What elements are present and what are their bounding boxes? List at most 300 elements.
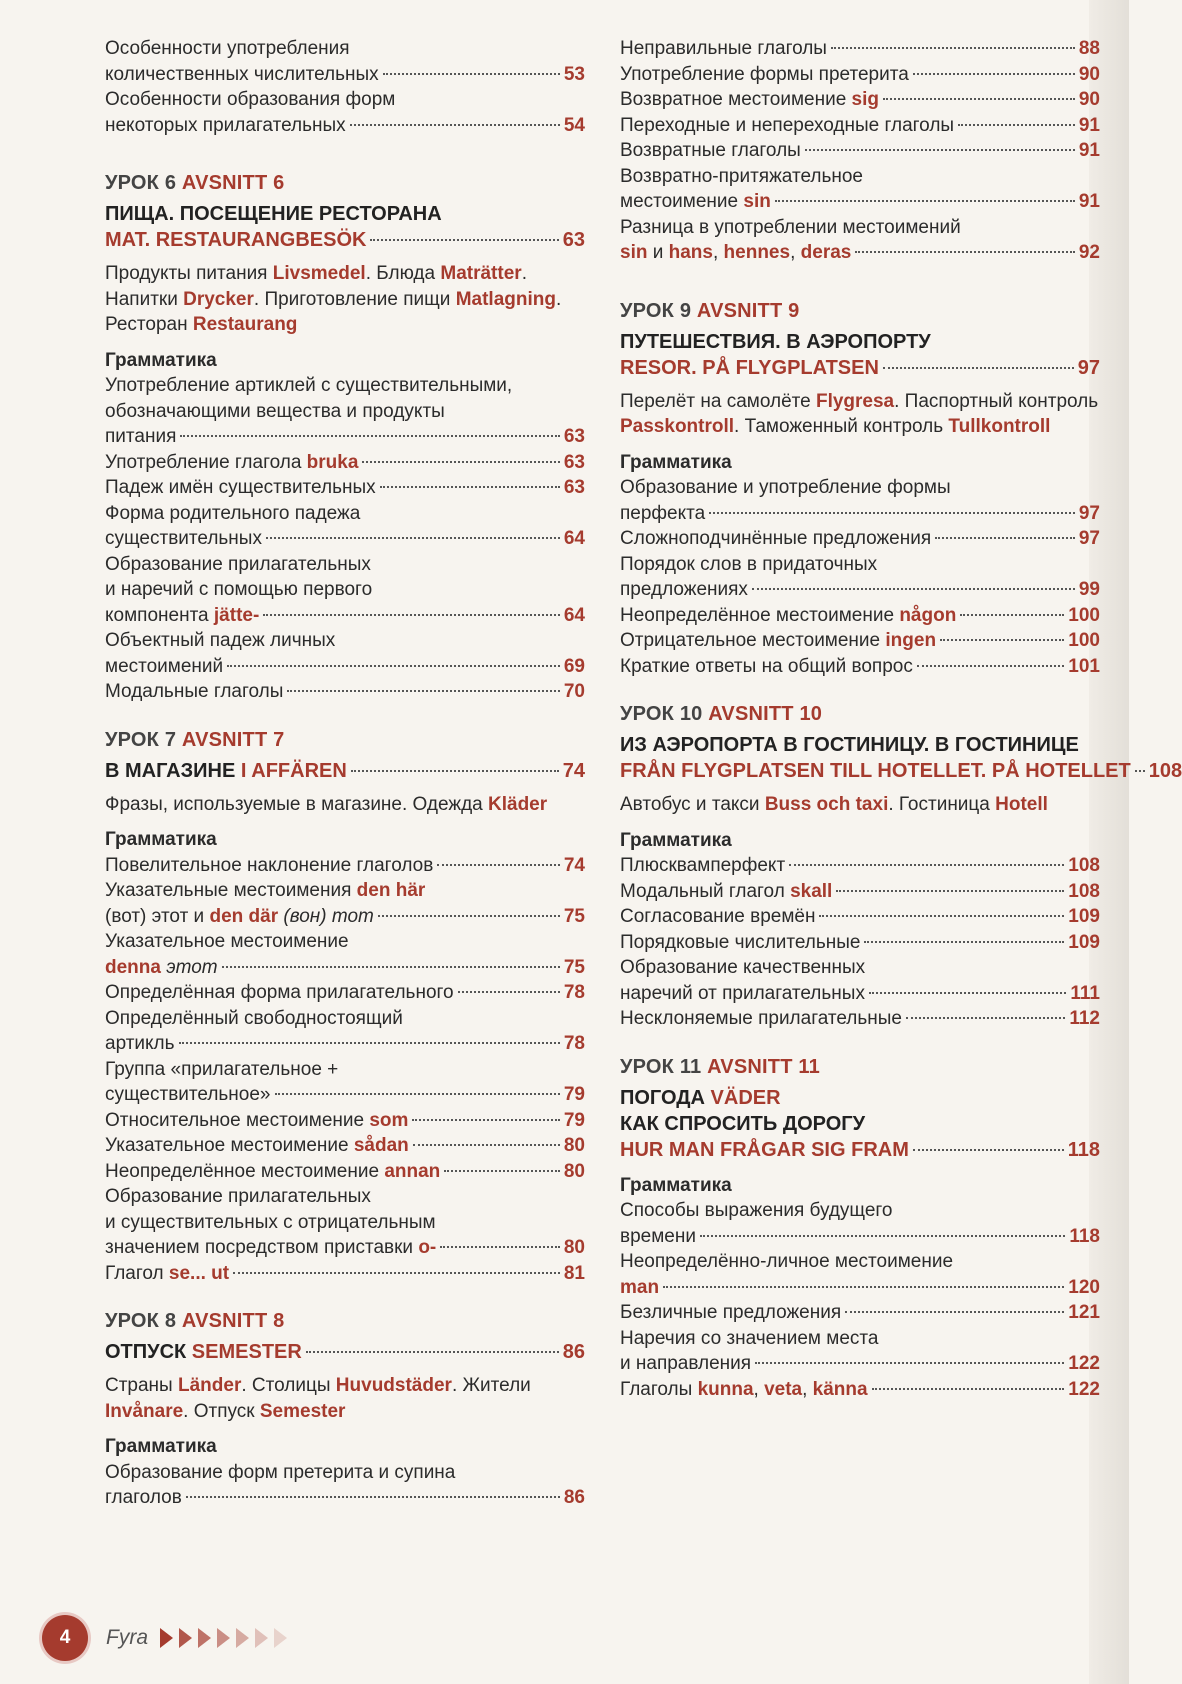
grammar-heading: Грамматика	[620, 829, 732, 851]
toc-line	[105, 1108, 585, 1134]
toc-line	[105, 113, 585, 139]
lesson-title-ru: ИЗ АЭРОПОРТА В ГОСТИНИЦУ. В ГОСТИНИЦЕ	[620, 734, 1079, 756]
lesson-section	[105, 1310, 585, 1511]
toc-line-text: Наречия со значением места	[620, 1327, 879, 1349]
swedish-term: Maträtter	[440, 263, 522, 284]
page-ref: 97	[1077, 356, 1100, 379]
grammar-heading: Грамматика	[620, 451, 732, 473]
toc-entry	[105, 1006, 585, 1057]
toc-entry	[105, 980, 585, 1006]
toc-entry	[105, 1057, 585, 1108]
page-ref: 63	[563, 426, 585, 447]
page-ref: 80	[563, 1237, 585, 1258]
page-ref: 109	[1068, 906, 1100, 927]
toc-entry	[620, 853, 1100, 879]
dot-leader	[440, 1246, 560, 1248]
swedish-term: Buss och taxi	[764, 794, 889, 815]
dot-leader	[186, 1496, 560, 1498]
dot-leader	[378, 915, 560, 917]
toc-line-text: Образование прилагательных	[105, 553, 371, 575]
lesson-section	[620, 300, 1100, 680]
lesson-number: УРОК 7 AVSNITT 7	[105, 728, 285, 751]
toc-line	[105, 1082, 585, 1108]
toc-entry	[620, 475, 1100, 526]
dot-leader	[413, 1144, 560, 1146]
page-ref: 79	[563, 1109, 585, 1131]
lesson-topics: Автобус и такси Buss och taxi. Гостиница Hotell	[620, 794, 1048, 815]
page-ref: 100	[1068, 630, 1100, 651]
lesson-topics: Продукты питания Livsmedel. Блюда Maträtter. Напитки Drycker. Приготовление пищи Matlagning. Ресторан Restaurang	[105, 263, 562, 335]
toc-line-text: Разница в употреблении местоимений	[620, 216, 961, 238]
toc-line-text: Особенности образования форм	[105, 89, 396, 110]
dot-leader	[864, 941, 1064, 943]
toc-line-text: Порядок слов в придаточных	[620, 553, 878, 575]
arrow-icon	[255, 1628, 268, 1648]
toc-entry	[620, 215, 1100, 266]
page-footer	[42, 1615, 293, 1661]
toc-line-text: В МАГАЗИНЕ I AFFÄREN	[105, 759, 347, 782]
toc-entry	[105, 501, 585, 552]
dot-leader	[700, 1235, 1065, 1237]
toc-line-text: Плюсквамперфект	[620, 855, 786, 876]
lesson-title	[105, 201, 585, 253]
toc-line-text: Отрицательное местоимение ingen	[620, 630, 937, 651]
toc-line	[620, 654, 1100, 680]
toc-line	[105, 679, 585, 705]
toc-line	[105, 853, 585, 879]
toc-line-text: Краткие ответы на общий вопрос	[620, 655, 913, 677]
swedish-term: Huvudstäder	[335, 1375, 452, 1396]
toc-line-text: Относительное местоимение som	[105, 1109, 409, 1131]
toc-entry	[620, 879, 1100, 905]
dot-leader	[960, 614, 1064, 616]
dot-leader	[306, 1351, 559, 1353]
toc-entry	[620, 62, 1100, 88]
page-ref: 108	[1148, 760, 1182, 782]
page-ref: 88	[1078, 38, 1100, 59]
lesson-number-sv: AVSNITT 11	[707, 1055, 820, 1078]
dot-leader	[412, 1119, 559, 1121]
lesson-section	[620, 703, 1182, 1032]
toc-line	[620, 930, 1100, 956]
toc-line-text: компонента jätte-	[105, 604, 260, 626]
dot-leader	[913, 1149, 1064, 1151]
dot-leader	[263, 614, 560, 616]
toc-line	[105, 1460, 585, 1486]
toc-line-text: Употребление формы претерита	[620, 63, 909, 85]
dot-leader	[709, 512, 1075, 514]
swedish-term: skall	[790, 880, 833, 902]
page-ref: 90	[1078, 63, 1100, 85]
toc-line	[105, 526, 585, 552]
toc-entry	[105, 1133, 585, 1159]
grammar-heading: Грамматика	[105, 1436, 217, 1457]
dot-leader	[222, 966, 560, 968]
toc-line	[105, 955, 585, 981]
swedish-term: som	[369, 1109, 409, 1131]
toc-entry	[620, 1326, 1100, 1377]
toc-line	[620, 1224, 1100, 1250]
toc-line-text: Образование форм претерита и супина	[105, 1461, 456, 1483]
toc-line	[105, 603, 585, 629]
page-ref: 70	[563, 681, 585, 702]
page-ref: 121	[1068, 1302, 1100, 1323]
swedish-term: o-	[418, 1237, 437, 1258]
swedish-term: Kläder	[488, 793, 548, 815]
dot-leader	[233, 1272, 560, 1274]
toc-entry	[620, 1377, 1100, 1403]
toc-entry	[620, 164, 1100, 215]
lesson-section	[105, 172, 585, 705]
toc-line	[620, 758, 1182, 784]
toc-entry	[105, 552, 585, 629]
page-ref: 78	[563, 982, 585, 1003]
dot-leader	[180, 435, 560, 437]
toc-line	[105, 1261, 585, 1287]
toc-line-text	[105, 955, 218, 981]
toc-entry	[620, 138, 1100, 164]
lesson-section	[620, 1056, 1100, 1403]
toc-line-text: некоторых прилагательных	[105, 114, 346, 136]
lesson-title-ru: ПУТЕШЕСТВИЯ. В АЭРОПОРТУ	[620, 330, 931, 353]
swedish-term: bruka	[306, 451, 359, 473]
swedish-term: se... ut	[168, 1262, 230, 1284]
toc-line	[105, 654, 585, 680]
page-number: 4	[42, 1615, 88, 1661]
toc-line	[620, 628, 1100, 654]
swedish-term: den där	[209, 905, 279, 927]
swedish-term: Semester	[259, 1400, 346, 1422]
toc-line-text: ОТПУСК SEMESTER	[105, 1341, 302, 1363]
toc-entry	[105, 1261, 585, 1287]
page-ref: 80	[563, 1135, 585, 1156]
dot-leader	[935, 537, 1075, 539]
page-ref: 64	[563, 604, 585, 626]
lesson-title-line: ПОГОДА VÄDER	[620, 1086, 781, 1109]
italic-text: (вон) тот	[278, 905, 374, 927]
page-ref: 64	[563, 528, 585, 549]
toc-entry	[620, 113, 1100, 139]
page-ref: 53	[563, 63, 585, 85]
toc-entry	[620, 1198, 1100, 1249]
lesson-number: УРОК 8 AVSNITT 8	[105, 1310, 285, 1332]
dot-leader	[663, 1286, 1064, 1288]
dot-leader	[350, 124, 560, 126]
toc-line-text: артикль	[105, 1033, 175, 1054]
toc-entry	[620, 36, 1100, 62]
toc-line	[105, 1235, 585, 1261]
page-ref: 118	[1069, 1225, 1100, 1247]
toc-line-text: Группа «прилагательное +	[105, 1058, 339, 1080]
toc-line	[105, 501, 585, 527]
dot-leader	[883, 367, 1074, 369]
toc-line	[620, 1275, 1100, 1301]
dot-leader	[351, 770, 559, 772]
toc-entry	[105, 87, 585, 138]
lesson-title	[105, 1339, 585, 1365]
lesson-number: УРОК 6 AVSNITT 6	[105, 172, 285, 194]
lesson-number: УРОК 11 AVSNITT 11	[620, 1055, 820, 1078]
dot-leader	[819, 915, 1064, 917]
dot-leader	[883, 98, 1075, 100]
toc-line-text: и существительных с отрицательным	[105, 1211, 436, 1233]
toc-line	[105, 1006, 585, 1032]
dot-leader	[872, 1388, 1065, 1390]
page-ref: 54	[563, 114, 585, 136]
swedish-title: HUR MAN FRÅGAR SIG FRAM	[620, 1138, 909, 1161]
toc-line	[105, 904, 585, 930]
swedish-term: sin	[620, 242, 648, 263]
lesson-number-sv: AVSNITT 8	[181, 1310, 285, 1332]
dot-leader	[458, 991, 560, 993]
page-ref: 97	[1078, 528, 1100, 549]
toc-line	[105, 1184, 585, 1210]
toc-entry	[620, 904, 1100, 930]
swedish-term: den här	[356, 880, 426, 901]
toc-line-text: Глаголы kunna, veta, känna	[620, 1378, 868, 1400]
lesson-title	[620, 1085, 1100, 1163]
dot-leader	[287, 690, 559, 692]
toc-line	[105, 373, 585, 399]
toc-line-text: Повелительное наклонение глаголов	[105, 854, 434, 876]
swedish-term: Flygresa	[815, 390, 895, 412]
lesson-topics: Страны Länder. Столицы Huvudstäder. Жители Invånare. Отпуск Semester	[105, 1375, 531, 1422]
toc-line	[620, 1326, 1100, 1352]
toc-line	[620, 36, 1100, 62]
toc-entry	[620, 1249, 1100, 1300]
lesson-number-sv: AVSNITT 7	[181, 728, 285, 751]
toc-line-text: Безличные предложения	[620, 1302, 842, 1323]
dot-leader	[362, 461, 559, 463]
toc-line-text	[620, 1275, 659, 1301]
lesson-number-sv: AVSNITT 6	[181, 172, 285, 194]
swedish-term: hennes	[723, 242, 791, 263]
dot-leader	[906, 1017, 1065, 1019]
arrow-icon	[179, 1628, 192, 1648]
page-ref: 75	[563, 905, 585, 927]
page-ref: 74	[563, 854, 585, 876]
toc-line-text: Способы выражения будущего	[620, 1200, 893, 1221]
toc-line	[105, 399, 585, 425]
toc-line	[620, 1006, 1100, 1032]
toc-entry	[105, 36, 585, 87]
toc-entry	[105, 1159, 585, 1185]
toc-line-text: Согласование времён	[620, 906, 816, 927]
toc-entry	[105, 475, 585, 501]
toc-line	[105, 87, 585, 113]
dot-leader	[1135, 770, 1145, 772]
toc-line-text: времени	[620, 1225, 696, 1247]
toc-line	[105, 980, 585, 1006]
toc-line-text: и направления	[620, 1353, 752, 1374]
toc-line	[105, 227, 585, 253]
toc-line	[620, 577, 1100, 603]
toc-line-text: обозначающими вещества и продукты	[105, 400, 445, 422]
toc-line	[620, 1351, 1100, 1377]
toc-line-text: Объектный падеж личных	[105, 630, 336, 651]
swedish-term: Invånare	[105, 1400, 184, 1422]
toc-line	[105, 878, 585, 904]
toc-line-text: Образование качественных	[620, 957, 866, 978]
lesson-title	[620, 329, 1100, 381]
toc-line-text: Употребление артиклей с существительными,	[105, 375, 513, 396]
toc-line	[105, 1485, 585, 1511]
dot-leader	[869, 992, 1066, 994]
toc-line-text: существительных	[105, 528, 262, 549]
toc-line	[620, 552, 1100, 578]
swedish-term: annan	[384, 1160, 441, 1182]
lesson-number-sv: AVSNITT 9	[696, 299, 800, 322]
swedish-term: ingen	[885, 630, 937, 651]
toc-line-text: перфекта	[620, 502, 706, 524]
lesson-title-line: КАК СПРОСИТЬ ДОРОГУ	[620, 1112, 866, 1135]
page-ref: 79	[563, 1084, 585, 1105]
page-ref: 122	[1068, 1353, 1100, 1374]
swedish-term: Länder	[178, 1375, 242, 1396]
lesson-title-ru: ПИЩА. ПОСЕЩЕНИЕ РЕСТОРАНА	[105, 203, 442, 225]
toc-line-text: Сложноподчинённые предложения	[620, 528, 932, 549]
lesson-title	[105, 758, 585, 784]
toc-line	[620, 1377, 1100, 1403]
toc-line	[105, 1210, 585, 1236]
toc-line	[620, 501, 1100, 527]
toc-line-text: Возвратные глаголы	[620, 140, 801, 161]
swedish-title: FRÅN FLYGPLATSEN TILL HOTELLET. PÅ HOTELLET	[620, 760, 1131, 782]
arrow-icon	[236, 1628, 249, 1648]
swedish-title: MAT. RESTAURANGBESÖK	[105, 229, 367, 251]
toc-line	[620, 853, 1100, 879]
toc-right-column	[620, 36, 1182, 1426]
page-ref: 108	[1068, 880, 1100, 902]
toc-line-text: sin и hans, hennes, deras	[620, 242, 852, 263]
toc-entry	[105, 1460, 585, 1511]
dot-leader	[266, 537, 560, 539]
swedish-term: man	[620, 1276, 660, 1298]
toc-line	[105, 1339, 585, 1365]
toc-line	[105, 1159, 585, 1185]
toc-line	[105, 1031, 585, 1057]
swedish-term: Tullkontroll	[948, 416, 1051, 437]
toc-entry	[620, 654, 1100, 680]
dot-leader	[836, 890, 1064, 892]
toc-line	[620, 526, 1100, 552]
page-ref: 120	[1068, 1276, 1100, 1298]
dot-leader	[752, 588, 1075, 590]
page-ref: 69	[563, 655, 585, 677]
page-ref: 108	[1068, 855, 1100, 876]
lesson-section	[105, 729, 585, 1287]
toc-entry	[105, 373, 585, 450]
toc-line	[620, 603, 1100, 629]
grammar-heading: Грамматика	[620, 1174, 732, 1196]
swedish-term: Hotell	[995, 794, 1048, 815]
page-ref: 80	[563, 1160, 585, 1182]
toc-line-text: Переходные и непереходные глаголы	[620, 114, 955, 136]
dot-leader	[179, 1042, 560, 1044]
swedish-term: jätte-	[213, 604, 260, 626]
toc-entry	[105, 450, 585, 476]
toc-line-text: Особенности употребления	[105, 38, 350, 59]
lesson-number-sv: AVSNITT 10	[708, 703, 823, 725]
toc-line	[620, 164, 1100, 190]
arrow-decoration	[160, 1628, 293, 1648]
toc-line-text: питания	[105, 426, 177, 447]
page-ref: 118	[1067, 1138, 1100, 1161]
dot-leader	[958, 124, 1075, 126]
swedish-term: Drycker	[183, 288, 254, 310]
toc-line-text: Возвратное местоимение sig	[620, 89, 879, 110]
toc-line-text: Модальный глагол skall	[620, 880, 833, 902]
toc-line-text: Неопределённое местоимение annan	[105, 1160, 441, 1182]
toc-line-text: местоимений	[105, 655, 224, 677]
toc-line	[620, 1300, 1100, 1326]
toc-line	[105, 758, 585, 784]
toc-line	[620, 1137, 1100, 1163]
dot-leader	[380, 486, 560, 488]
dot-leader	[437, 864, 560, 866]
swedish-term: sådan	[353, 1135, 409, 1156]
swedish-title: I AFFÄREN	[240, 759, 347, 782]
toc-line	[620, 189, 1100, 215]
dot-leader	[805, 149, 1075, 151]
lesson-number: УРОК 10 AVSNITT 10	[620, 703, 823, 725]
dot-leader	[227, 665, 560, 667]
page-ref: 63	[563, 477, 585, 498]
toc-entry	[620, 603, 1100, 629]
toc-line	[620, 981, 1100, 1007]
page-ref: 100	[1068, 604, 1100, 626]
toc-line	[620, 955, 1100, 981]
toc-entry	[620, 1006, 1100, 1032]
toc-line	[620, 87, 1100, 113]
toc-line-text: Глагол se... ut	[105, 1262, 230, 1284]
toc-entry	[105, 929, 585, 980]
italic-text: этот	[160, 956, 218, 978]
dot-leader	[855, 251, 1075, 253]
toc-line-text: Порядковые числительные	[620, 931, 861, 953]
toc-line-text: предложениях	[620, 579, 748, 600]
toc-line	[105, 424, 585, 450]
toc-entry	[105, 1184, 585, 1261]
swedish-term: hans	[668, 242, 713, 263]
page-ref: 99	[1078, 579, 1100, 600]
dot-leader	[370, 239, 558, 241]
toc-line-text: Несклоняемые прилагательные	[620, 1008, 903, 1029]
toc-line	[105, 1057, 585, 1083]
toc-line-text: Указательные местоимения den här	[105, 880, 426, 901]
toc-line	[105, 475, 585, 501]
toc-entry	[620, 552, 1100, 603]
toc-line	[620, 113, 1100, 139]
swedish-term: kunna	[697, 1378, 754, 1400]
toc-line	[620, 355, 1100, 381]
dot-leader	[383, 73, 560, 75]
dot-leader	[913, 73, 1075, 75]
toc-line	[105, 552, 585, 578]
toc-line	[105, 929, 585, 955]
dot-leader	[917, 665, 1064, 667]
toc-line	[620, 215, 1100, 241]
lesson-topics: Перелёт на самолёте Flygresa. Паспортный контроль Passkontroll. Таможенный контроль Tullkontroll	[620, 390, 1099, 437]
toc-line-text: значением посредством приставки o-	[105, 1237, 437, 1258]
toc-line-text: глаголов	[105, 1487, 182, 1508]
toc-line-text: Указательное местоимение	[105, 931, 349, 952]
swedish-title: VÄDER	[710, 1086, 781, 1109]
toc-entry	[105, 679, 585, 705]
toc-line-text: Образование прилагательных	[105, 1186, 371, 1207]
page-ref: 101	[1068, 655, 1100, 677]
toc-line	[105, 62, 585, 88]
